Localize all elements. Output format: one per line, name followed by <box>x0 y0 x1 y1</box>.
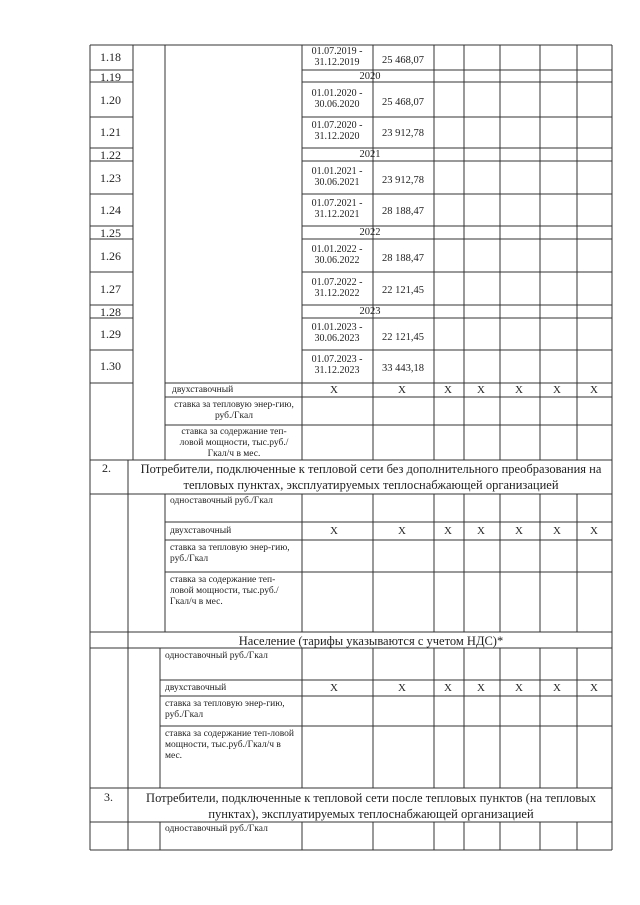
row-number: 1.25 <box>100 226 121 240</box>
x-mark: Х <box>330 682 338 694</box>
row-number: 1.19 <box>100 70 121 84</box>
x-mark: Х <box>444 384 452 396</box>
x-mark: Х <box>398 682 406 694</box>
single-rate-label: одноставочный руб./Гкал <box>165 824 268 834</box>
tariff-value: 25 468,07 <box>382 97 424 108</box>
x-mark: Х <box>590 384 598 396</box>
capacity-rate-label: ставка за содержание теп-ловой мощности, тыс.руб./Гкал/ч в мес. <box>165 729 294 761</box>
x-mark: Х <box>515 384 523 396</box>
row-number: 1.21 <box>100 125 121 139</box>
capacity-rate-label: ставка за содержание теп-ловой мощности, тыс.руб./Гкал/ч в мес. <box>170 575 279 607</box>
tariff-value: 25 468,07 <box>382 55 424 66</box>
x-mark: Х <box>553 682 561 694</box>
row-number: 1.24 <box>100 203 121 217</box>
x-mark: Х <box>398 384 406 396</box>
x-mark: Х <box>590 525 598 537</box>
year-cell: 2022 <box>359 227 381 238</box>
year-cell: 2021 <box>359 149 381 160</box>
row-number: 1.29 <box>100 327 121 341</box>
row-number: 1.22 <box>100 148 121 162</box>
row-number: 1.23 <box>100 171 121 185</box>
x-mark: Х <box>477 525 485 537</box>
row-number: 1.20 <box>100 93 121 107</box>
x-mark: Х <box>444 525 452 537</box>
energy-rate-label: ставка за тепловую энер-гию, руб./Гкал <box>165 699 285 720</box>
two-part-label: двухставочный <box>170 526 232 536</box>
tariff-value: 33 443,18 <box>382 363 424 374</box>
period-cell: 01.07.2021 - 31.12.2021 <box>311 198 363 220</box>
x-mark: Х <box>553 525 561 537</box>
section-title: Потребители, подключенные к тепловой сети без дополнительного преобразования на тепловых пунктах, эксплуатируемых теплоснабжающей организацией <box>140 462 602 492</box>
x-mark: Х <box>477 384 485 396</box>
x-mark: Х <box>515 682 523 694</box>
x-mark: Х <box>515 525 523 537</box>
row-number: 1.18 <box>100 50 121 64</box>
population-header: Население (тарифы указываются с учетом НДС)* <box>238 634 504 648</box>
x-mark: Х <box>330 384 338 396</box>
period-cell: 01.01.2020 - 30.06.2020 <box>311 88 363 110</box>
x-mark: Х <box>553 384 561 396</box>
row-number: 1.28 <box>100 305 121 319</box>
tariff-value: 28 188,47 <box>382 253 424 264</box>
single-rate-label: одноставочный руб./Гкал <box>170 496 273 506</box>
tariff-value: 23 912,78 <box>382 175 424 186</box>
row-number: 1.26 <box>100 249 121 263</box>
x-mark: Х <box>330 525 338 537</box>
x-mark: Х <box>477 682 485 694</box>
period-cell: 01.07.2023 - 31.12.2023 <box>311 354 363 376</box>
energy-rate-label: ставка за тепловую энер-гию, руб./Гкал <box>170 543 290 564</box>
period-cell: 01.01.2021 - 30.06.2021 <box>311 166 363 188</box>
period-cell: 01.07.2019 - 31.12.2019 <box>311 46 363 68</box>
row-number: 1.27 <box>100 282 121 296</box>
period-cell: 01.07.2022 - 31.12.2022 <box>311 277 363 299</box>
year-cell: 2020 <box>359 71 381 82</box>
tariff-value: 22 121,45 <box>382 285 424 296</box>
section-title: Потребители, подключенные к тепловой сети после тепловых пунктов (на тепловых пунктах), эксплуатируемых теплоснабжающей организацией <box>146 791 596 821</box>
two-part-label: двухставочный <box>165 683 227 693</box>
year-cell: 2023 <box>359 306 381 317</box>
tariff-value: 22 121,45 <box>382 332 424 343</box>
period-cell: 01.01.2022 - 30.06.2022 <box>311 244 363 266</box>
row-number: 1.30 <box>100 359 121 373</box>
period-cell: 01.07.2020 - 31.12.2020 <box>311 120 363 142</box>
capacity-rate-label: ставка за содержание теп-ловой мощности, тыс.руб./Гкал/ч в мес. <box>179 427 289 459</box>
period-cell: 01.01.2023 - 30.06.2023 <box>311 322 363 344</box>
section-number: 2. <box>102 461 111 475</box>
section-number: 3. <box>104 790 113 804</box>
two-part-label: двухставочный <box>172 385 234 395</box>
energy-rate-label: ставка за тепловую энер-гию, руб./Гкал <box>174 400 294 421</box>
single-rate-label: одноставочный руб./Гкал <box>165 651 268 661</box>
x-mark: Х <box>398 525 406 537</box>
x-mark: Х <box>444 682 452 694</box>
tariff-value: 28 188,47 <box>382 206 424 217</box>
tariff-value: 23 912,78 <box>382 128 424 139</box>
x-mark: Х <box>590 682 598 694</box>
